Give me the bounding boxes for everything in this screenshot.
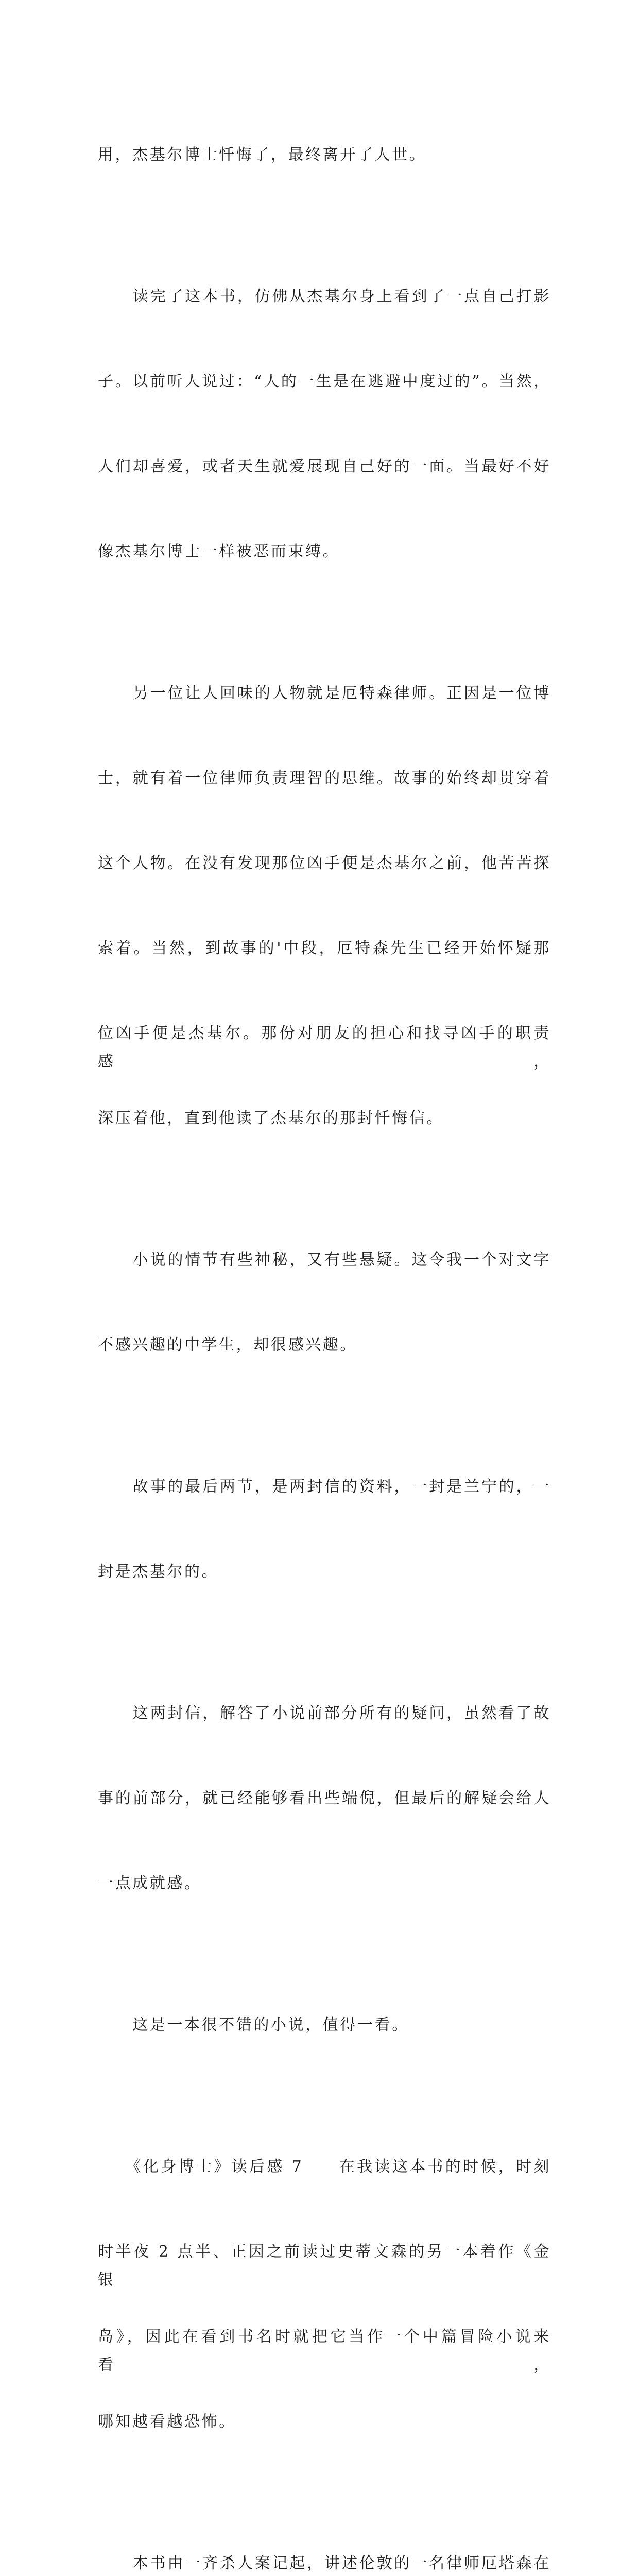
paragraph	[98, 1642, 551, 1954]
text-line: 时半夜 2 点半、正因之前读过史蒂文森的另一本着作《金银	[98, 2243, 551, 2289]
text-line: 故事的最后两节，是两封信的资料，一封是兰宁的，一	[98, 1478, 551, 1496]
paragraph	[98, 2493, 551, 2576]
text-line: 封是杰基尔的。	[98, 1563, 219, 1581]
paragraph	[98, 622, 551, 1189]
paragraph	[98, 1954, 551, 2096]
text-line: 子。以前听人说过：“人的一生是在逃避中度过的”。当然，	[98, 372, 551, 391]
text-line: 索着。当然，到故事的'中段，厄特森先生已经开始怀疑那	[98, 939, 551, 957]
document-body	[98, 84, 551, 2576]
text-line: 小说的情节有些神秘，又有些悬疑。这令我一个对文字	[98, 1251, 551, 1269]
text-line: 用，杰基尔博士忏悔了，最终离开了人世。	[98, 146, 427, 164]
text-line: 读完了这本书，仿佛从杰基尔身上看到了一点自己打影	[98, 287, 551, 306]
text-line: 《化身博士》读后感 7 在我读这本书的时候，时刻	[98, 2158, 551, 2176]
text-line: 这是一本很不错的小说，值得一看。	[98, 2016, 409, 2034]
paragraph	[98, 1189, 551, 1416]
text-line: 士，就有着一位律师负责理智的思维。故事的始终却贯穿着	[98, 769, 551, 787]
text-line: 这两封信，解答了小说前部分所有的疑问，虽然看了故	[98, 1704, 551, 1722]
text-line: 这个人物。在没有发现那位凶手便是杰基尔之前，他苦苦探	[98, 854, 551, 872]
paragraph	[98, 1416, 551, 1642]
text-line: 人们却喜爱，或者天生就爱展现自己好的一面。当最好不好	[98, 457, 551, 476]
text-line: 一点成就感。	[98, 1874, 202, 1892]
text-line: 哪知越看越恐怖。	[98, 2413, 236, 2431]
text-line: 位凶手便是杰基尔。那份对朋友的担心和找寻凶手的职责感，	[98, 1024, 551, 1071]
paragraph	[98, 226, 551, 622]
text-line: 事的前部分，就已经能够看出些端倪，但最后的解疑会给人	[98, 1789, 551, 1807]
text-line: 深压着他，直到他读了杰基尔的那封忏悔信。	[98, 1109, 444, 1127]
text-line: 岛》，因此在看到书名时就把它当作一个中篇冒险小说来看，	[98, 2328, 551, 2374]
text-line: 不感兴趣的中学生，却很感兴趣。	[98, 1336, 357, 1354]
paragraph	[98, 2096, 551, 2493]
text-line: 另一位让人回味的人物就是厄特森律师。正因是一位博	[98, 684, 551, 702]
paragraph	[98, 84, 551, 226]
text-line: 本书由一齐杀人案记起，讲述伦敦的一名律师厄塔森在	[98, 2554, 551, 2572]
text-line: 像杰基尔博士一样被恶而束缚。	[98, 543, 340, 561]
